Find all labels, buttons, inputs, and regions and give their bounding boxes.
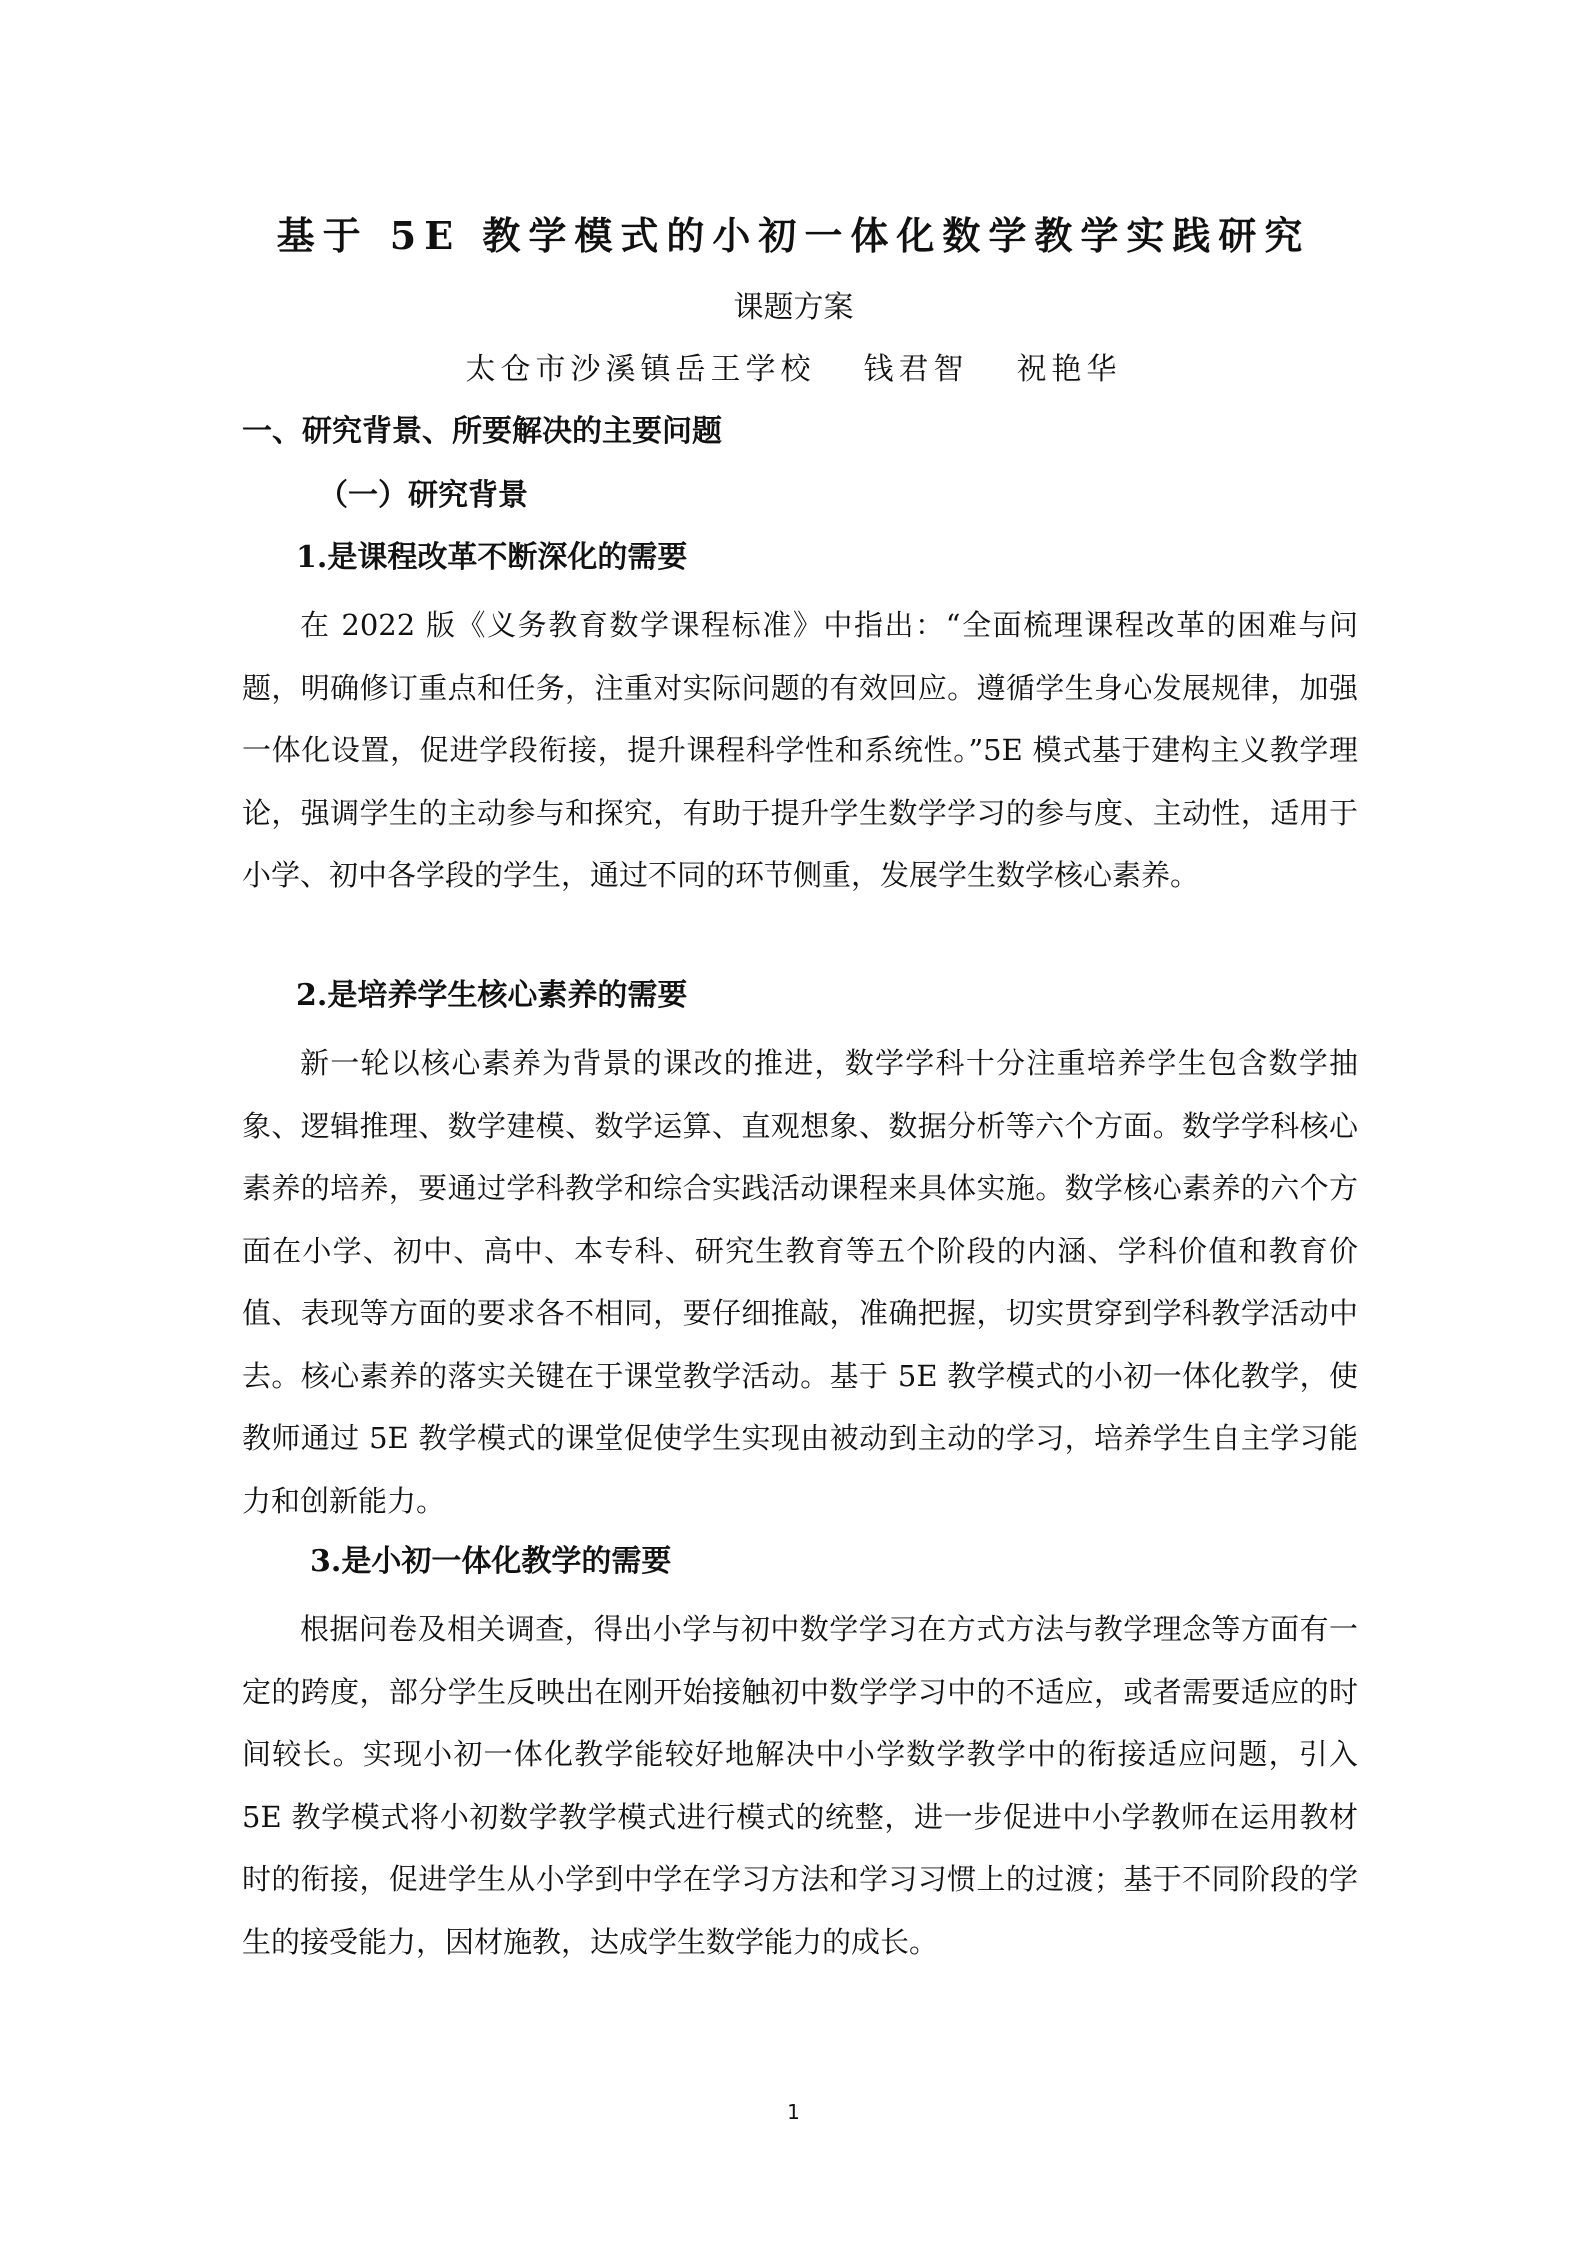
author-name-1: 钱君智 (863, 352, 969, 387)
subsection-heading: （一）研究背景 (318, 478, 528, 513)
paragraph-2: 新一轮以核心素养为背景的课改的推进，数学学科十分注重培养学生包含数学抽象、逻辑推理、数学建模、数学运算、直观想象、数据分析等六个方面。数学学科核心素养的培养，要通过学科教学和综合实践活动课程来具体实施。数学核心素养的六个方面在小学、初中、高中、本专科、研究生教育等五个阶段的内涵、学科价值和教育价值、表现等方面的要求各不相同，要仔细推敲，准确把握，切实贯穿到学科教学活动中去。核心素养的落实关键在于课堂教学活动。基于 5E 教学模式的小初一体化教学，使教师通过 5E 教学模式的课堂促使学生实现由被动到主动的学习，培养学生自主学习能力和创新能力。 (242, 1046, 1358, 1518)
paragraph-3: 根据问卷及相关调查，得出小学与初中数学学习在方式方法与教学理念等方面有一定的跨度，部分学生反映出在刚开始接触初中数学学习中的不适应，或者需要适应的时间较长。实现小初一体化教学能较好地解决中小学数学教学中的衔接适应问题，引入 5E 教学模式将小初数学教学模式进行模式的统整，进一步促进中小学教师在运用教材时的衔接，促进学生从小学到中学在学习方法和学习习惯上的过渡；基于不同阶段的学生的接受能力，因材施教，达成学生数学能力的成长。 (242, 1612, 1358, 1959)
author-name-2: 祝艳华 (1016, 352, 1122, 387)
page-number: 1 (787, 2100, 800, 2124)
item-heading-2: 2.是培养学生核心素养的需要 (296, 978, 688, 1013)
section-heading: 一、研究背景、所要解决的主要问题 (242, 414, 722, 449)
item-heading-3: 3.是小初一体化教学的需要 (310, 1544, 672, 1579)
document-title: 基于 5E 教学模式的小初一体化数学教学实践研究 (276, 213, 1311, 258)
author-school: 太仓市沙溪镇岳王学校 (465, 352, 816, 387)
document-subtitle: 课题方案 (733, 290, 854, 325)
author-line (0, 348, 1587, 392)
item-heading-1: 1.是课程改革不断深化的需要 (296, 540, 688, 575)
paragraph-1: 在 2022 版《义务教育数学课程标准》中指出：“全面梳理课程改革的困难与问题，明确修订重点和任务，注重对实际问题的有效回应。遵循学生身心发展规律，加强一体化设置，促进学段衔接，提升课程科学性和系统性。”5E 模式基于建构主义教学理论，强调学生的主动参与和探究，有助于提升学生数学学习的参与度、主动性，适用于小学、初中各学段的学生，通过不同的环节侧重，发展学生数学核心素养。 (242, 608, 1358, 892)
